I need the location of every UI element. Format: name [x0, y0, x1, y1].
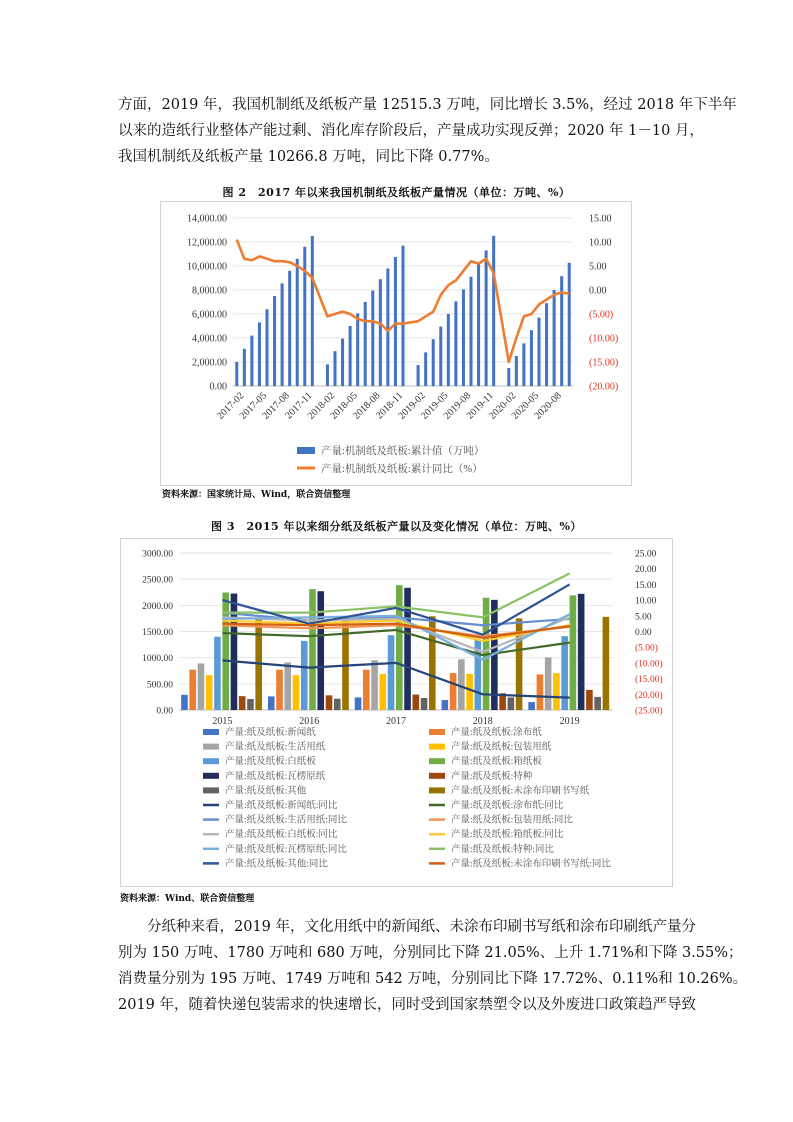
bar-5 [301, 641, 308, 710]
bar-production-cumulative [296, 259, 299, 386]
legend-label: 产量:纸及纸板:未涂布印刷书写纸 [451, 786, 590, 797]
bar-production-cumulative [477, 264, 480, 386]
bar-production-cumulative [568, 263, 571, 386]
right-axis-tick-label: (20.00) [589, 381, 619, 393]
x-tick-label: 2020-02 [487, 390, 519, 422]
left-axis-tick-label: 1500.00 [142, 628, 173, 638]
figure3-source: 资料来源：Wind、联合资信整理 [120, 894, 255, 904]
category-label: 2017 [386, 716, 406, 727]
category-label: 2019 [559, 716, 580, 727]
bar-8 [586, 690, 593, 710]
figure3-caption: 图 3 2015 年以来细分纸及纸板产量以及变化情况（单位：万吨、%） [211, 520, 582, 533]
right-axis-tick-label: (15.00) [635, 675, 663, 686]
right-axis-tick-label: (10.00) [635, 659, 663, 670]
category-label: 2015 [212, 716, 233, 727]
closing-paragraph-line: 消费量分别为 195 万吨、1749 万吨和 542 万吨，分别同比下降 17.72%、0.11%和 10.26%。 [118, 971, 748, 987]
bar-3 [371, 660, 378, 710]
legend-label: 产量:纸及纸板:箱纸板:同比 [451, 830, 564, 841]
legend-label: 产量:纸及纸板:新闻纸 [225, 728, 316, 738]
right-axis-tick-label: (10.00) [589, 333, 619, 345]
x-tick-label: 2019-05 [419, 390, 451, 422]
figure2-chart [161, 202, 631, 485]
right-axis-tick-label: 15.00 [635, 580, 657, 591]
legend-label: 产量:纸及纸板:涂布纸 [451, 728, 542, 738]
bar-production-cumulative [386, 268, 389, 386]
left-axis-tick-label: 0.00 [156, 706, 173, 717]
legend-label-bar: 产量:机制纸及纸板:累计值（万吨） [321, 446, 485, 457]
closing-paragraph-line: 别为 150 万吨、1780 万吨和 680 万吨，分别同比下降 21.05%、上升 1.71%和下降 3.55%； [118, 945, 743, 961]
left-axis-tick-label: 6,000.00 [192, 309, 227, 321]
legend-swatch-bar [203, 744, 219, 750]
right-axis-tick-label: 15.00 [589, 213, 612, 225]
x-tick-label: 2019-08 [441, 390, 474, 422]
bar-5 [561, 636, 568, 710]
left-axis-tick-label: 10,000.00 [187, 261, 227, 273]
bar-production-cumulative [341, 339, 344, 386]
bar-8 [413, 695, 420, 710]
bar-production-cumulative [545, 303, 548, 386]
bar-9 [421, 698, 428, 710]
bar-6 [396, 585, 403, 710]
legend-swatch-bar [297, 447, 315, 454]
x-tick-label: 2017-11 [283, 390, 315, 422]
bar-3 [198, 663, 205, 710]
left-axis-tick-label: 8,000.00 [192, 285, 227, 297]
x-tick-label: 2017-05 [237, 390, 270, 422]
x-tick-label: 2020-05 [509, 390, 542, 422]
bar-2 [363, 670, 370, 710]
x-tick-label: 2020-08 [532, 390, 564, 422]
x-tick-label: 2018-11 [374, 390, 406, 422]
x-tick-label: 2019-02 [396, 390, 428, 422]
legend-label: 产量:纸及纸板:其他:同比 [225, 859, 328, 870]
category-label: 2016 [299, 716, 320, 727]
figure2-chart-box [160, 201, 632, 486]
x-tick-label: 2018-08 [351, 390, 383, 422]
bar-9 [508, 697, 515, 710]
legend-swatch-bar [429, 729, 445, 735]
legend-label: 产量:纸及纸板:瓦楞原纸 [225, 771, 326, 782]
legend-label: 产量:纸及纸板:瓦楞原纸:同比 [225, 844, 347, 855]
left-axis-tick-label: 1000.00 [142, 654, 173, 665]
legend-label: 产量:纸及纸板:白纸板:同比 [225, 830, 338, 841]
legend-swatch-bar [429, 744, 445, 750]
bar-2 [276, 670, 283, 710]
bar-production-cumulative [515, 356, 518, 386]
bar-4 [206, 675, 213, 710]
bar-production-cumulative [303, 247, 306, 386]
bar-1 [181, 695, 188, 710]
bar-9 [247, 699, 254, 710]
legend-swatch-bar [203, 773, 219, 779]
bar-1 [268, 696, 275, 710]
figure2-caption: 图 2 2017 年以来我国机制纸及纸板产量情况（单位：万吨、%） [222, 186, 571, 199]
x-tick-label: 2018-02 [305, 390, 338, 422]
legend-label: 产量:纸及纸板:箱纸板 [451, 757, 542, 768]
bar-6 [309, 589, 316, 710]
bar-production-cumulative [311, 236, 314, 386]
legend-label: 产量:纸及纸板:未涂布印刷书写纸:同比 [451, 859, 611, 870]
bar-6 [570, 595, 577, 710]
bar-4 [466, 674, 473, 710]
intro-paragraph-line: 方面，2019 年，我国机制纸及纸板产量 12515.3 万吨，同比增长 3.5%，经过 2018 年下半年 [118, 97, 737, 113]
closing-paragraph-line: 分纸种来看，2019 年，文化用纸中的新闻纸、未涂布印刷书写纸和涂布印刷纸产量分 [118, 919, 697, 935]
legend-swatch-bar [203, 758, 219, 764]
bar-production-cumulative [379, 279, 382, 386]
legend-label: 产量:纸及纸板:生活用纸:同比 [225, 815, 347, 826]
bar-1 [442, 700, 449, 710]
legend-swatch-bar [203, 729, 219, 735]
bar-4 [293, 675, 300, 710]
right-axis-tick-label: 10.00 [635, 596, 657, 607]
bar-production-cumulative [371, 291, 374, 386]
category-label: 2018 [472, 716, 493, 727]
bar-7 [231, 594, 238, 710]
left-axis-tick-label: 500.00 [146, 680, 173, 691]
legend-label: 产量:纸及纸板:白纸板 [225, 757, 316, 768]
bar-4 [553, 673, 560, 710]
legend-swatch-bar [203, 787, 219, 793]
bar-production-cumulative [462, 289, 465, 386]
x-tick-label: 2017-02 [215, 390, 247, 422]
bar-production-cumulative [530, 330, 533, 386]
bar-production-cumulative [326, 364, 329, 386]
x-tick-label: 2018-05 [328, 390, 360, 422]
closing-paragraph [118, 914, 748, 1018]
intro-paragraph-line: 以来的造纸行业整体产能过剩、消化库存阶段后，产量成功实现反弹；2020 年 1－10 月， [118, 123, 704, 139]
right-axis-tick-label: (5.00) [635, 643, 658, 654]
legend-label: 产量:纸及纸板:新闻纸:同比 [225, 801, 338, 811]
bar-5 [388, 635, 395, 710]
figure3-chart-box [120, 538, 673, 887]
closing-paragraph-line: 2019 年，随着快递包装需求的快速增长，同时受到国家禁塑令以及外废进口政策趋严导致 [118, 997, 697, 1013]
bar-7 [404, 588, 411, 710]
left-axis-tick-label: 14,000.00 [187, 213, 227, 225]
right-axis-tick-label: (25.00) [635, 706, 663, 717]
legend-label: 产量:纸及纸板:特种:同比 [451, 844, 554, 855]
legend-label: 产量:纸及纸板:特种 [451, 771, 533, 782]
legend-label: 产量:纸及纸板:包装用纸 [451, 742, 552, 753]
bar-2 [189, 670, 196, 710]
right-axis-tick-label: 0.00 [589, 285, 607, 297]
bar-production-cumulative [485, 250, 488, 386]
right-axis-tick-label: (15.00) [589, 357, 619, 369]
bar-6 [222, 593, 229, 710]
left-axis-tick-label: 0.00 [209, 381, 227, 393]
bar-9 [334, 699, 341, 710]
bar-production-cumulative [492, 236, 495, 386]
bar-7 [317, 591, 324, 710]
bar-4 [380, 674, 387, 710]
x-tick-label: 2019-11 [464, 390, 496, 422]
bar-production-cumulative [250, 336, 253, 386]
legend-label-line: 产量:机制纸及纸板:累计同比（%） [321, 464, 483, 475]
bar-3 [545, 657, 552, 710]
bar-production-cumulative [432, 339, 435, 386]
bar-5 [214, 637, 221, 710]
bar-production-cumulative [424, 352, 427, 386]
bar-8 [326, 695, 333, 710]
bar-production-cumulative [394, 257, 397, 386]
bar-production-cumulative [553, 290, 556, 386]
right-axis-tick-label: 25.00 [635, 549, 657, 560]
bar-production-cumulative [258, 322, 261, 386]
left-axis-tick-label: 2000.00 [142, 601, 173, 612]
left-axis-tick-label: 12,000.00 [187, 237, 227, 249]
legend-label: 产量:纸及纸板:其他 [225, 786, 307, 797]
legend-swatch-bar [429, 758, 445, 764]
bar-1 [528, 702, 535, 710]
x-tick-label: 2017-08 [260, 390, 292, 422]
bar-production-cumulative [243, 349, 246, 386]
right-axis-tick-label: 5.00 [635, 612, 652, 623]
bar-production-cumulative [273, 296, 276, 386]
bar-7 [578, 594, 585, 710]
legend-label: 产量:纸及纸板:包装用纸:同比 [451, 815, 573, 826]
right-axis-tick-label: (20.00) [635, 690, 663, 701]
legend-swatch-bar [429, 787, 445, 793]
bar-production-cumulative [401, 246, 404, 386]
right-axis-tick-label: 20.00 [635, 565, 657, 576]
right-axis-tick-label: 5.00 [589, 261, 607, 273]
bar-production-cumulative [522, 343, 525, 386]
bar-production-cumulative [288, 271, 291, 386]
bar-10 [603, 617, 610, 710]
bar-production-cumulative [281, 283, 284, 386]
legend-swatch-bar [429, 773, 445, 779]
bar-1 [355, 697, 362, 710]
bar-production-cumulative [333, 351, 336, 386]
bar-production-cumulative [417, 365, 420, 386]
bar-2 [450, 673, 457, 710]
bar-production-cumulative [454, 301, 457, 386]
bar-production-cumulative [235, 362, 238, 386]
left-axis-tick-label: 3000.00 [142, 549, 173, 560]
bar-production-cumulative [265, 309, 268, 386]
figure3-chart [121, 539, 672, 886]
left-axis-tick-label: 2500.00 [142, 575, 173, 586]
bar-2 [537, 674, 544, 710]
right-axis-tick-label: 0.00 [635, 628, 652, 638]
bar-production-cumulative [469, 277, 472, 386]
bar-9 [594, 697, 601, 710]
bar-production-cumulative [537, 318, 540, 386]
bar-8 [239, 696, 246, 710]
bar-production-cumulative [364, 302, 367, 386]
left-axis-tick-label: 2,000.00 [192, 357, 227, 369]
legend-label: 产量:纸及纸板:生活用纸 [225, 742, 326, 753]
right-axis-tick-label: (5.00) [589, 309, 614, 321]
bar-production-cumulative [349, 326, 352, 386]
bar-production-cumulative [507, 368, 510, 386]
figure2-source: 资料来源：国家统计局、Wind，联合资信整理 [162, 490, 351, 500]
bar-3 [284, 662, 291, 710]
left-axis-tick-label: 4,000.00 [192, 333, 227, 345]
bar-production-cumulative [447, 314, 450, 386]
intro-paragraph [118, 92, 737, 170]
bar-production-cumulative [439, 327, 442, 386]
bar-10 [342, 617, 349, 710]
legend-label: 产量:纸及纸板:涂布纸:同比 [451, 801, 564, 811]
intro-paragraph-line: 我国机制纸及纸板产量 10266.8 万吨，同比下降 0.77%。 [118, 149, 499, 165]
right-axis-tick-label: 10.00 [589, 237, 612, 249]
bar-production-cumulative [356, 313, 359, 386]
